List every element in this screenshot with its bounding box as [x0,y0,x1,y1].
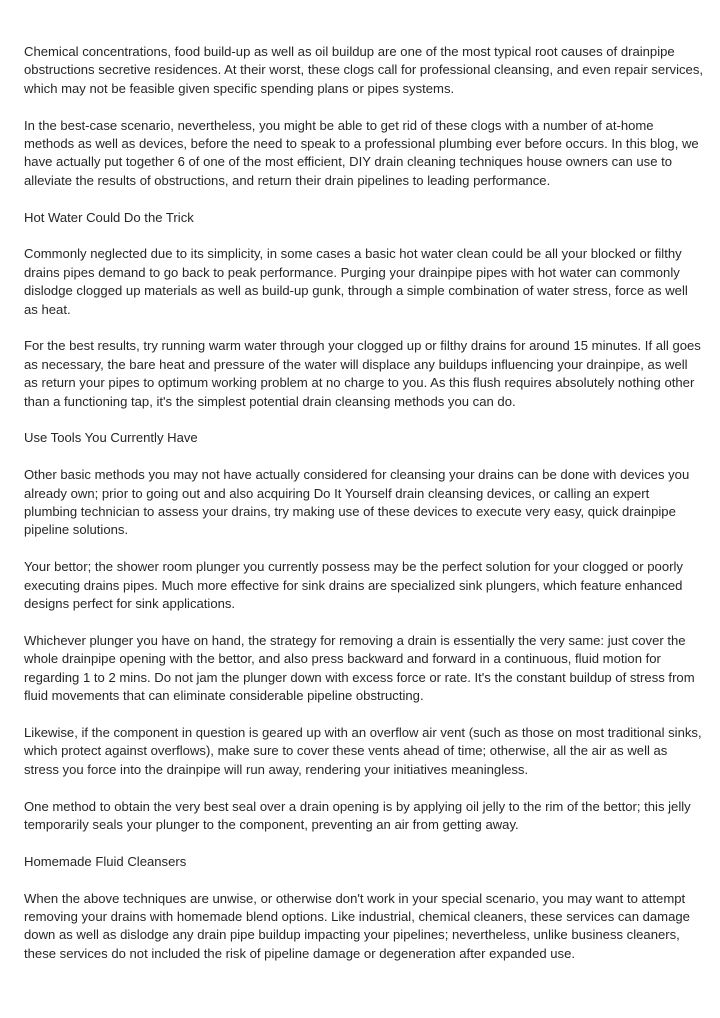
section-heading-homemade-cleansers: Homemade Fluid Cleansers [24,853,187,869]
paragraph-9: One method to obtain the very best seal over a drain opening is by applying oil jelly to the rim of the bettor; this jelly temporarily seals your plunger to the component, preventing an air from getting away. [24,798,691,832]
paragraph-8: Likewise, if the component in question is geared up with an overflow air vent (such as those on most traditional sinks, which protect against overflows), make sure to cover these vents ahead of time; otherwise, all the air as well as stress you force into the drainpipe will run away, rendering your initiatives meaningless. [24,724,702,777]
paragraph-4: For the best results, try running warm water through your clogged up or filthy drains for around 15 minutes. If all goes as necessary, the bare heat and pressure of the water will displace any buildups influencing your drainpipe, as well as return your pipes to optimum working problem at no charge to you. As this flush requires absolutely nothing other than a functioning tap, it's the simplest potential drain cleansing methods you can do. [24,338,701,409]
paragraph-5: Other basic methods you may not have actually considered for cleansing your drains can be done with devices you already own; prior to going out and also acquiring Do It Yourself drain cleansing devices, or calling an expert plumbing technician to assess your drains, try making use of these devices to execute very easy, quick drainpipe pipeline solutions. [24,467,690,538]
paragraph-1: Chemical concentrations, food build-up as well as oil buildup are one of the most typical root causes of drainpipe obstructions secretive residences. At their worst, these clogs call for professional cleansing, and even repair services, which may not be feasible given specific spending plans or pipes systems. [24,44,704,96]
paragraph-7: Whichever plunger you have on hand, the strategy for removing a drain is essentially the very same: just cover the whole drainpipe opening with the bettor, and also press backward and forward in a continuous, fluid motion for regarding 1 to 2 mins. Do not jam the plunger down with excess force or rate. It's the constant buildup of stress from fluid movements that can eliminate considerable pipeline obstructing. [24,632,695,704]
paragraph-3: Commonly neglected due to its simplicity, in some cases a basic hot water clean could be all your blocked or filthy drains pipes demand to go back to peak performance. Purging your drainpipe pipes with hot water can commonly dislodge clogged up materials as well as build-up gunk, through a simple combination of water stress, force as well as heat. [24,246,688,317]
section-heading-hot-water: Hot Water Could Do the Trick [24,209,194,225]
section-heading-use-tools: Use Tools You Currently Have [24,430,198,446]
paragraph-10: When the above techniques are unwise, or otherwise don't work in your special scenario, you may want to attempt removing your drains with homemade blend options. Like industrial, chemical cleaners, these services can damage down as well as dislodge any drain pipe buildup impacting your pipelines; nevertheless, unlike business cleaners, these services do not included the risk of pipeline damage or degeneration after expanded use. [24,890,690,961]
paragraph-2: In the best-case scenario, nevertheless, you might be able to get rid of these clogs with a number of at-home methods as well as devices, before the need to speak to a professional plumbing ever before occurs. In this blog, we have actually put together 6 of one of the most efficient, DIY drain cleaning techniques house owners can use to alleviate the results of obstructions, and return their drain pipelines to leading performance. [24,117,699,188]
paragraph-6: Your bettor; the shower room plunger you currently possess may be the perfect solution for your clogged or poorly executing drains pipes. Much more effective for sink drains are specialized sink plungers, which feature enhanced designs perfect for sink applications. [24,559,683,612]
document-body [24,43,704,982]
